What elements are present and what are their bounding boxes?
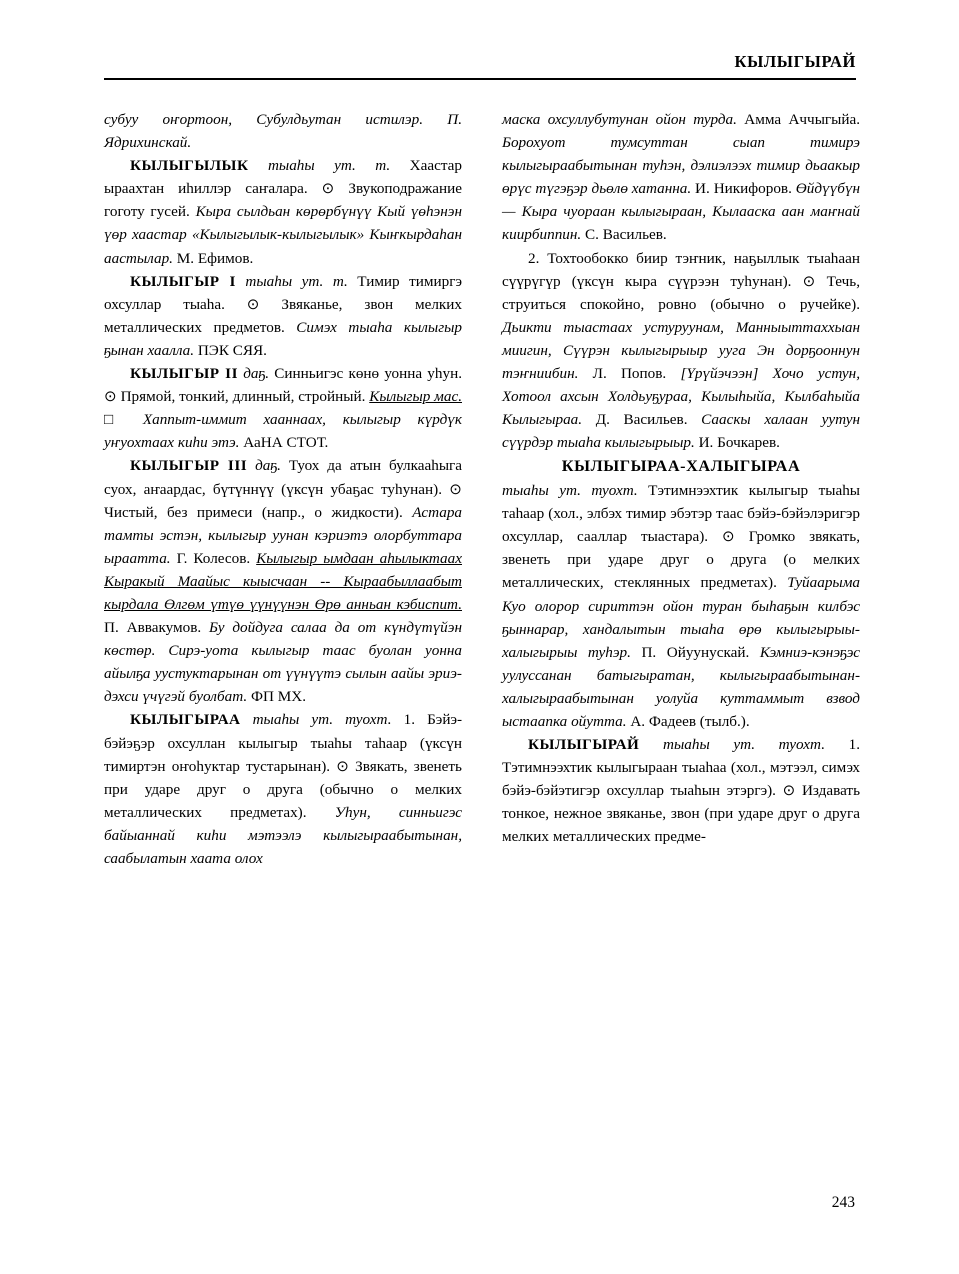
example-sentence: Сааскы халаан уутун сүүрдэр тыаһа кылыгырыыр. [502, 411, 861, 452]
example-source: ФП МХ. [251, 688, 307, 706]
example-source: ПЭК СЯЯ. [197, 341, 267, 359]
headword: КЫЛЫГЫРАА [130, 711, 241, 729]
definition-yakut: Туох да атын булкааһыга суох, аҥаардас, бүтүннүү (үксүн убаҕас туһунан). [104, 457, 462, 498]
headword: КЫЛЫГЫР III [130, 457, 248, 475]
example-sentence: Кэмниэ-кэнэҕэс уулуссанан батыгыратан, кылыгыраабытынан-халыгыраабытынан уолуйа куттаммыт взвод ыстаапка ойутта. [502, 643, 861, 730]
example-sentence: Кыра сылдьан көрөрбүнүү Кый үөһэнэн үөр хаастар «Кылыгылык-кылыгылык» Кыҥкырдаһан аастылар. [104, 203, 463, 267]
circle-dot-icon: ⊙ [722, 528, 735, 546]
circle-dot-icon: ⊙ [321, 180, 335, 198]
example-sentence: Дьикти тыастаах устуруунам, Манныыттаххыан миигин, Сүүрэн кылыгырыыр ууга Эн дорҕооннун тэҥниибин. [502, 318, 860, 383]
example-source: Д. Васильев. [595, 411, 688, 429]
entry-kylygyraa [104, 708, 462, 870]
entry-kylygyray [502, 733, 860, 848]
continuation-text: маска охсуллубутунан ойон турда. [502, 111, 737, 128]
definition-yakut: Тэтимнээхтик кылыгыраан тыаһаа (хол., мэтээл, симэх бэйэ-бэйэтигэр охсуллар тыаһын этэргэ). [502, 759, 860, 800]
left-column [104, 108, 462, 1188]
russian-gloss: Звяканье, звон мелких металлических предметов. [104, 295, 463, 336]
example-source: Г. Колесов. [176, 549, 251, 567]
two-column-body [104, 108, 860, 1188]
definition-yakut: Хаастар ыраахтан иһиллэр саҥалара. [104, 157, 463, 198]
example-sentence: Туйаарыма Куо олорор сириттэн ойон туран быһаҕын килбэс ҕыннарар, хандалытын тыаһа өрө кылыгырыы-халыгырыы туһэр. [502, 574, 861, 661]
definition-yakut: Тимир тимиргэ охсуллар тыаһа. [104, 272, 462, 313]
example-sentence: [Үрүйэчээн] Хочо устун, Хотоол ахсын Холдьуҕураа, Кылыһыйа, Кылбаһыйа Кылыгыраа. [502, 365, 861, 429]
square-icon: □ [104, 411, 127, 429]
example-source: Амма Аччыгыйа. [744, 111, 860, 128]
headword-kylygyraa-khalygyraa: КЫЛЫГЫРАА-ХАЛЫГЫРАА [561, 457, 801, 476]
grammar-label: тыаһы ут. туохт. [502, 482, 638, 500]
sense-number: 2. [528, 249, 540, 267]
grammar-label: даҕ. [243, 365, 270, 383]
right-column [502, 108, 860, 1188]
grammar-label: тыаһы ут. т. [267, 157, 391, 175]
circle-dot-icon: ⊙ [246, 295, 260, 313]
headword: КЫЛЫГЫРАЙ [528, 736, 640, 754]
example-sentence: Хаппыт-иммит хааннаах, кылыгыр күрдүк уҥуохтаах киһи этэ. [104, 411, 462, 452]
header-rule [104, 78, 856, 80]
example-source: С. Васильев. [585, 226, 667, 244]
paragraph-continuation [104, 108, 462, 154]
circle-dot-icon: ⊙ [802, 272, 816, 290]
entry-kylygyraa-khalygyraa-body [502, 479, 860, 733]
example-source: И. Никифоров. [695, 180, 792, 198]
running-head: КЫЛЫГЫРАЙ [734, 52, 856, 71]
definition-yakut: Бэйэ-бэйэҕэр охсуллан кылыгыр тыаһы таһаар (үксүн тимиртэн оҥоһуктар тустарынан). [104, 711, 463, 775]
russian-gloss: Звякать, звенеть при ударе друг о друга (обычно о мелких металлических предметах). [104, 757, 462, 821]
example-source: П. Аввакумов. [104, 619, 202, 637]
grammar-label: тыаһы ут. т. [245, 272, 348, 290]
example-sentence-underlined: Кылыгыр ымдаан аһылыктаах Кыракый Маайыс кыысчаан -- Кыраабыллаабыт кырдала Өлгөм үтүө үүнүүнэн Өрө анньан кэбиспит. [104, 549, 462, 613]
headword: КЫЛЫГЫР I [130, 272, 236, 290]
example-source: Л. Попов. [592, 365, 667, 383]
circle-dot-icon: ⊙ [104, 388, 117, 406]
entry-kylygyr-2 [104, 362, 462, 454]
sense-2-block [502, 247, 860, 455]
example-sentence: Уһун, синньигэс байыаннай киһи мэтээлэ кылыгыраабытынан, саабылатын хаата олох [104, 803, 462, 867]
entry-kylygyr-1 [104, 270, 462, 362]
paragraph-continuation [502, 108, 860, 247]
russian-gloss: Громко звякать, звенеть при ударе друг о друга (о мелких металлических, стеклянных предметах). [502, 528, 860, 592]
circle-dot-icon: ⊙ [449, 480, 462, 498]
circle-dot-icon: ⊙ [782, 782, 796, 800]
russian-gloss: Издавать тонкое, нежное звяканье, звон (при ударе друг о друга мелких металлических предме- [502, 782, 860, 846]
grammar-label: тыаһы ут. туохт. [252, 711, 392, 729]
russian-gloss: Течь, струиться спокойно, ровно (обычно о ручейке). [502, 272, 860, 313]
russian-gloss: Чистый, без примеси (напр., о жидкости). [104, 503, 403, 521]
definition-yakut: Тохтообокко биир тэҥник, наҕыллык тыаһаан сүүрүгүр (үксүн кыра сүүрээн туһунан). [502, 249, 861, 290]
entry-kylygyr-3 [104, 454, 462, 708]
headword: КЫЛЫГЫР II [130, 365, 239, 383]
example-sentence: Борохуот тумсуттан сыап тимирэ кылыгыраабытынан туһэн, дэлиэлээх тимир дьаакыр өрүс түгэҕэр дьөлө хатанна. [502, 134, 860, 198]
example-source: П. Ойуунускай. [641, 643, 750, 661]
example-source: АаНА СТОТ. [243, 434, 329, 452]
example-source: И. Бочкарев. [698, 434, 780, 452]
entry-kylygylyk [104, 154, 462, 269]
definition-yakut: Синньигэс көнө уонна уһун. [274, 365, 463, 383]
example-sentence: Өйдүүбүн — Кыра чуораан кылыгыраан, Кылааска аан маҥнай киирбиппин. [502, 180, 860, 244]
sense-number: 1. [403, 711, 415, 729]
headword: КЫЛЫГЫЛЫК [130, 157, 249, 175]
example-sentence: Симэх тыаһа кылыгыр ҕынан хаалла. [104, 318, 462, 359]
example-source: А. Фадеев (тылб.). [630, 712, 750, 730]
sense-number: 1. [848, 736, 861, 754]
example-sentence: Бу дойдуга салаа да от күндүтүйэн көстөр. Сирэ-уота кылыгыр таас буолан уонна айылҕа уустуктарынан от үүнүүтэ сылын аайы эриэ-дэхси үчүгэй буолбат. [104, 619, 463, 706]
grammar-label: даҕ. [255, 457, 281, 475]
example-sentence-underlined: Кылыгыр мас. [369, 388, 462, 406]
example-source: М. Ефимов. [176, 249, 254, 267]
circle-dot-icon: ⊙ [336, 757, 349, 775]
definition-yakut: Тэтимнээхтик кылыгыр тыаһы таһаар (хол., элбэх тимир эбэтэр таас бэйэ-бэйэлэригэр охсуллар, сааллар тыастара). [502, 482, 861, 546]
continuation-text: субуу оҥортоон, Субулдьутан истилэр. П. Ядрихинскай. [104, 111, 462, 152]
example-sentence: Астара тамты эстэн, кылыгыр уунан кэриэтэ олорбуттара ыраатта. [104, 503, 463, 567]
page-number: 243 [831, 1194, 855, 1211]
russian-gloss: Прямой, тонкий, длинный, стройный. [120, 388, 366, 406]
grammar-label: тыаһы ут. туохт. [663, 736, 825, 754]
russian-gloss: Звукоподражание гоготу гусей. [104, 180, 463, 221]
